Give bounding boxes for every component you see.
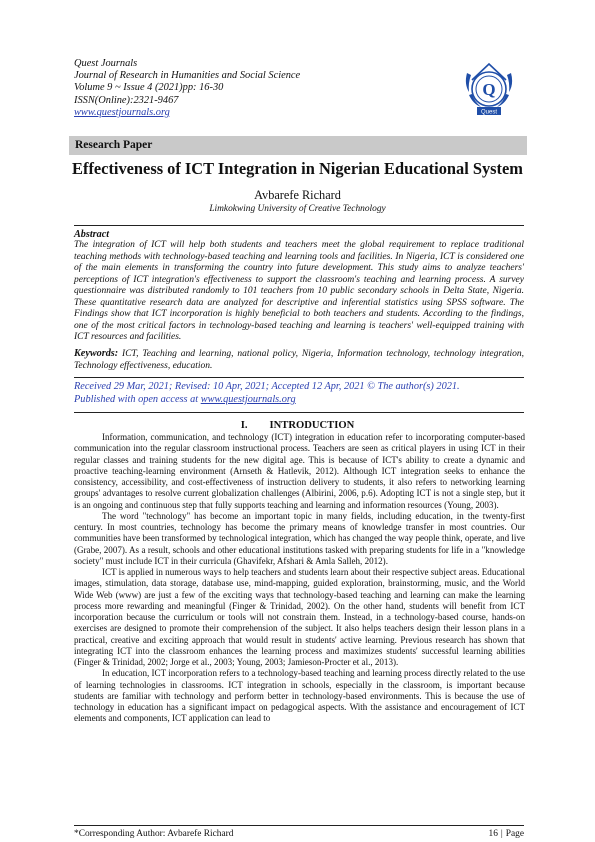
keywords-text: ICT, Teaching and learning, national policy, Nigeria, Information technology, technology integration, Technology effectiveness, education. (74, 349, 524, 371)
divider-bottom (74, 412, 524, 413)
abstract-text: The integration of ICT will help both students and teachers meet the global requirement to replace traditional teaching methods with technology-based teaching and learning tools and facilities. In Nigeria, ICT is considered one of the main elements in transforming the country into future development. This study aims to analyze teachers' perceptions of ICT integration's effectiveness to support the classroom's teaching and learning process. A survey questionnaire was distributed randomly to 101 teachers from 10 public secondary schools in Delta State, Nigeria. These quantitative research data are analyzed for descriptive and inferential statistics using SPSS software. The Findings show that ICT incorporation is highly beneficial to both teachers and students. According to the findings, one of the most critical factors in technology-based teaching and learning is teachers' well-equipped training with ICT resources and facilities. (74, 240, 524, 343)
journal-volume: Volume 9 ~ Issue 4 (2021)pp: 16-30 (74, 82, 224, 94)
received-info (74, 381, 534, 407)
section-title: INTRODUCTION (269, 420, 355, 431)
journal-issn: ISSN(Online):2321-9467 (74, 94, 179, 106)
journal-name: Quest Journals (74, 58, 138, 69)
paragraph: The word "technology" has become an important topic in many fields, including education, in the twenty-first century. In most countries, technology has become the primary means of knowledge transfer in most countries. Our communities have been transformed by technological integration, which has changed the way people think, operate, and live (Grabe, 2007). As a result, schools and other educational institutions tasked with preparing students for life in a "knowledge society" must include ICT in their curricula (Ghavifekr, Afshari & Amla Salleh, 2012). (74, 510, 525, 566)
page-label: Page (505, 829, 524, 839)
paper-type-bar (69, 136, 527, 155)
corresponding-author: *Corresponding Author: Avbarefe Richard (74, 829, 234, 839)
paragraph: Information, communication, and technology (ICT) integration in education refer to incorporating computer-based communication into the regular classroom instructional process. Teachers are seen as critical players in using ICT in their regular classes and training students for the new digital age. This is because of ICT's ability to create a dynamic and proactive teaching-learning environment (Arnseth & Hatlevik, 2012). Although ICT integration seeks to enhance the consistency, accessibility, and cost-effectiveness of instruction delivery to students, it also refers to networking learning groups' advantages to resolve current globalization challenges (Albirini, 2006, p.6). Adopting ICT is not a single step, but it is an ongoing and continuous step that fully supports teaching and learning and information resources (Young, 2003). (74, 432, 525, 510)
divider-middle (74, 377, 524, 378)
keywords-label: Keywords: (74, 348, 119, 359)
abstract-heading: Abstract (74, 229, 110, 240)
divider-top (74, 225, 524, 226)
footer (74, 829, 524, 839)
journal-title: Journal of Research in Humanities and Social Science (74, 70, 301, 82)
section-heading (0, 420, 595, 431)
journal-header (74, 58, 300, 119)
paragraph: In education, ICT incorporation refers to a technology-based teaching and learning process directly related to the use of learning technologies in classrooms. ICT integration in schools, especially in the classroom, is important because students are familiar with technology and perform better in technology-based environments. This is because the use of technology in education has a significant impact on pedagogical aspects. With the assistance and encouragement of ICT elements and components, ICT application can lead to (74, 668, 525, 724)
page-number-value: 16 (488, 829, 498, 839)
footer-divider (74, 825, 524, 826)
paper-type-label: Research Paper (75, 139, 153, 151)
journal-url-link[interactable]: www.questjournals.org (74, 106, 170, 118)
paper-title: Effectiveness of ICT Integration in Nigerian Educational System (72, 159, 523, 178)
logo-label: Quest (480, 109, 498, 116)
page-number: 16 | Page (488, 829, 524, 839)
open-access-link[interactable]: www.questjournals.org (200, 393, 296, 405)
body-text (74, 432, 525, 725)
open-access-text: Published with open access at (74, 393, 201, 405)
section-number: I. (240, 420, 248, 431)
keywords (74, 348, 524, 372)
received-dates: Received 29 Mar, 2021; Revised: 10 Apr, 2021; Accepted 12 Apr, 2021 © The author(s) 2021. (74, 381, 460, 392)
author-affiliation: Limkokwing University of Creative Technology (209, 204, 386, 214)
paragraph: ICT is applied in numerous ways to help teachers and students learn about their respective subject areas. Educational images, stimulation, data storage, database use, mind-mapping, guided exploration, brainstorming, music, and the World Wide Web (www) are just a few of the exciting ways that technology-based teaching and learning can make the learning process more rewarding and meaningful (Finger & Trinidad, 2002). On the other hand, students will benefit from ICT incorporation because the curriculum or tools will not constrain them. Instead, in a technology-based course, hands-on exercises are designed to promote their comprehension of the subject. It also helps teachers design their lesson plans in a practical, creative and exciting approach that would result in students' active learning. Previous research has shown that integrating ICT into the classroom enhances the learning process and maximizes students' successful learning abilities (Finger & Trinidad, 2002; Jorge et al., 2003; Young, 2003; Jamieson-Procter et al., 2013). (74, 567, 525, 667)
author-name: Avbarefe Richard (254, 188, 341, 202)
quest-journals-logo (459, 60, 519, 120)
logo-letter: Q (482, 80, 496, 99)
